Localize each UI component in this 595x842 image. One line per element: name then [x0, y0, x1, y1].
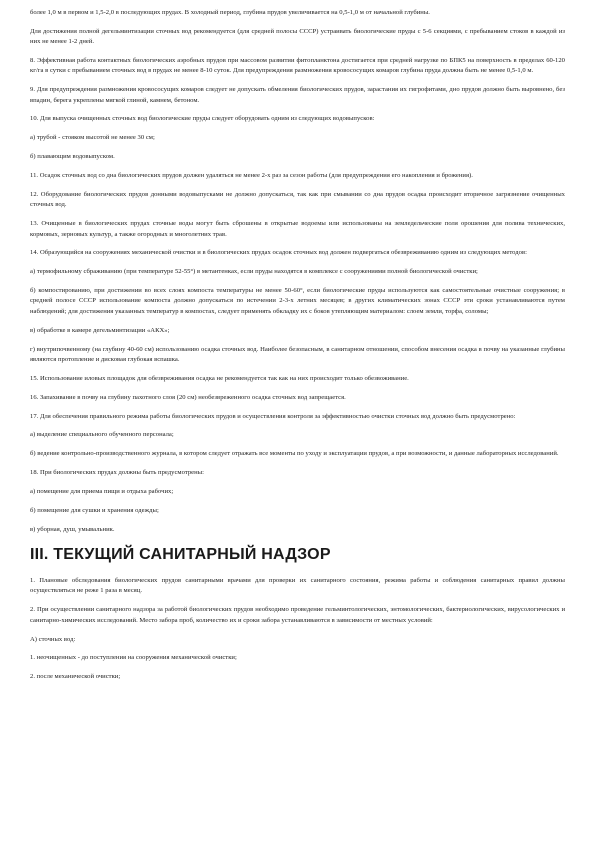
document-page — [30, 8, 565, 691]
paragraph: 17. Для обеспечения правильного режима работы биологических прудов и осуществления контроля за эффективностью очистки сточных вод должно быть предусмотрено: — [30, 412, 516, 420]
paragraph: в) обработке в камере дегельминтизации «АКХ»; — [30, 326, 170, 334]
paragraph: более 1,0 м в первом и 1,5-2,0 в последующих прудах. В холодный период, глубина прудов увеличивается на 0,5-1,0 м от начальной глубины. — [30, 9, 430, 16]
paragraph: а) выделение специального обученного персонала; — [30, 431, 174, 439]
paragraph: 12. Оборудование биологических прудов донными водовыпусками не должно допускаться, так как при смывании со дна прудов осадка происходит вторичное загрязнение очищенных сточных вод. — [30, 191, 565, 209]
paragraph: 11. Осадок сточных вод со дна биологических прудов должен удаляться не менее 2-х раз за сезон работы (для предупреждения его накопления и брожения). — [30, 172, 473, 180]
paragraph-list-before — [30, 8, 565, 535]
paragraph: б) компостированию, при достижении во всех слоях компоста температуры не менее 50-60°, если биологические пруды используются как самостоятельные очистные сооружения; в средней полосе СССР использование компоста должно допускаться по истечении 2-3-х летних месяцев; в других климатических зонах СССР эти сроки устанавливаются путем наблюдений; для достижения указанных температур в компостах, следует применять обкладку их с боков утепляющим материалом: слоем земли, торфа, соломы; — [30, 287, 565, 315]
paragraph: а) термофильному сбраживанию (при температуре 52-55°) в метантенках, если пруды находятся в комплексе с сооружениями полной биологической очистки; — [30, 268, 478, 276]
paragraph: в) уборная, душ, умывальник. — [30, 525, 115, 533]
paragraph: 9. Для предупреждения размножения кровососущих комаров следует не допускать обмеления биологических прудов, зарастания их гигрофитами, дно прудов должно быть выровнено, без впадин, берега укреплены мягкой глиной, камнем, бетоном. — [30, 86, 565, 104]
paragraph: Для достижения полной дегельминтизации сточных вод рекомендуется (для средней полосы СССР) устраивать биологические пруды с 5-6 секциями, с пребыванием стоков в каждой из них не менее 1-2 дней. — [30, 27, 565, 46]
paragraph: 10. Для выпуска очищенных сточных вод биологические пруды следует оборудовать одним из следующих водовыпусков: — [30, 115, 375, 123]
paragraph: 13. Очищенные в биологических прудах сточные воды могут быть сброшены в открытые водоемы или использованы на земледельческие поля орошения для полива технических, кормовых, зерновых культур, а также огородных и многолетних трав. — [30, 220, 565, 238]
paragraph-list-after — [30, 576, 565, 682]
paragraph: а) трубой - стояком высотой не менее 30 см; — [30, 134, 155, 142]
paragraph: 16. Запахивание в почву на глубину пахотного слоя (20 см) необезвреженного осадка сточных вод запрещается. — [30, 393, 346, 401]
paragraph: 15. Использование иловых площадок для обезвреживания осадка не рекомендуется так как на них происходит только обезвоживание. — [30, 374, 409, 382]
paragraph: 14. Образующийся на сооружениях механической очистки и в биологических прудах осадок сточных вод должен подвергаться обезвреживанию одним из следующих методов: — [30, 249, 527, 257]
paragraph: 2. При осуществлении санитарного надзора за работой биологических прудов необходимо проведение гельминтологических, энтомологических, бактериологических, вирусологических и санитарно-химических исследований. Место забора проб, количество их и сроки забора устанавливаются в зависимости от местных условий: — [30, 606, 565, 624]
paragraph: б) помещение для сушки и хранения одежды; — [30, 506, 159, 514]
paragraph: 1. Плановые обследования биологических прудов санитарными врачами для проверки их санитарного состояния, режима работы и соблюдения санитарных правил должны осуществляться не реже 1 раза в месяц. — [30, 577, 565, 595]
section-heading: III. ТЕКУЩИЙ САНИТАРНЫЙ НАДЗОР — [30, 546, 331, 564]
paragraph: 1. неочищенных - до поступления на сооружения механической очистки; — [30, 654, 237, 662]
paragraph: А) сточных вод: — [30, 635, 76, 643]
paragraph: 18. При биологических прудах должны быть предусмотрены: — [30, 469, 204, 477]
paragraph: б) ведение контрольно-производственного журнала, в котором следует отражать все моменты по уходу и эксплуатации прудов, а при возможности, и данные лабораторных исследований. — [30, 450, 559, 458]
paragraph: 2. после механической очистки; — [30, 673, 121, 681]
paragraph: г) внутрипочвенному (на глубину 40-60 см) использованию осадка сточных вод. Наиболее безопасным, в санитарном отношении, способом внесения осадка в почву на указанные глубины являются протоп​ление и дисковая глубокая вспашка. — [30, 345, 565, 363]
paragraph: а) помещение для приема пищи и отдыха рабочих; — [30, 488, 174, 496]
paragraph: 8. Эффективная работа контактных биологических аэробных прудов при массовом развитии фитопланктона достигается при средней нагрузке по БПК5 на поверхность в пределах 60-120 кг/га в сутки с пребыванием сточных вод в прудах не менее 8-10 суток. Для предупреждения размножения кровососущих комаров глубина пруда должна быть не менее 0,5-1,0 м. — [30, 57, 565, 75]
paragraph: б) плавающим водовыпуском. — [30, 153, 115, 161]
